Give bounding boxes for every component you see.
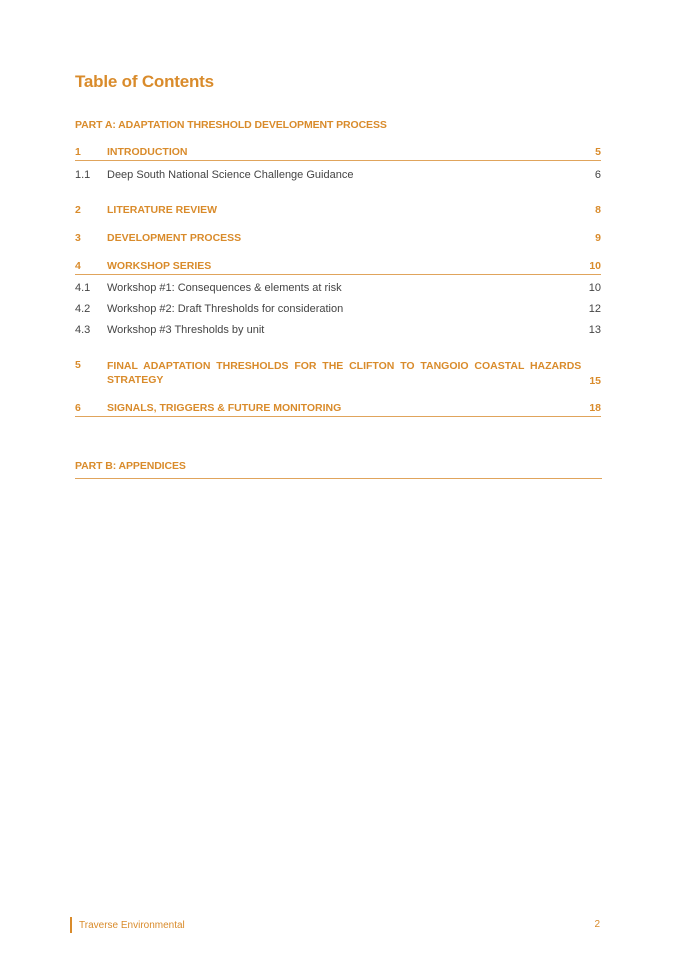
toc-entry-title: INTRODUCTION xyxy=(107,146,188,158)
toc-entry-1[interactable] xyxy=(75,146,601,161)
toc-entry-6[interactable] xyxy=(75,402,601,417)
part-a-heading: PART A: ADAPTATION THRESHOLD DEVELOPMENT PROCESS xyxy=(75,119,387,131)
toc-entry-number: 5 xyxy=(75,359,81,371)
toc-entry-2[interactable] xyxy=(75,204,601,218)
toc-entry-page: 10 xyxy=(588,282,601,294)
toc-entry-title: SIGNALS, TRIGGERS & FUTURE MONITORING xyxy=(107,402,342,414)
toc-entry-title: FINAL ADAPTATION THRESHOLDS FOR THE CLIFTON TO TANGOIO COASTAL HAZARDS STRATEGY xyxy=(107,360,582,386)
footer-accent-bar xyxy=(70,917,72,933)
toc-entry-5[interactable] xyxy=(75,359,601,389)
toc-entry-number: 6 xyxy=(75,402,81,414)
footer-company-name: Traverse Environmental xyxy=(79,920,185,931)
toc-entry-3[interactable] xyxy=(75,232,601,246)
toc-entry-number: 2 xyxy=(75,204,81,216)
toc-entry-title: LITERATURE REVIEW xyxy=(107,204,218,216)
toc-entry-title: Workshop #3 Thresholds by unit xyxy=(107,324,265,336)
toc-entry-number: 4.3 xyxy=(75,324,91,336)
toc-entry-1-1[interactable] xyxy=(75,169,601,181)
toc-entry-page: 12 xyxy=(588,303,601,315)
toc-entry-number: 3 xyxy=(75,232,81,244)
toc-entry-title: DEVELOPMENT PROCESS xyxy=(107,232,242,244)
toc-entry-title: Deep South National Science Challenge Guidance xyxy=(107,169,354,181)
toc-entry-number: 1.1 xyxy=(75,169,91,181)
toc-entry-page: 13 xyxy=(588,324,601,336)
toc-entry-page: 6 xyxy=(594,169,601,181)
toc-entry-number: 4 xyxy=(75,260,81,272)
toc-entry-page: 9 xyxy=(595,232,601,244)
toc-entry-title: WORKSHOP SERIES xyxy=(107,260,212,272)
toc-entry-number: 1 xyxy=(75,146,81,158)
toc-entry-page: 10 xyxy=(589,260,601,272)
toc-entry-page: 5 xyxy=(595,146,601,158)
footer-page-number: 2 xyxy=(594,919,600,930)
part-b-heading[interactable]: PART B: APPENDICES xyxy=(75,460,602,479)
toc-entry-title: Workshop #1: Consequences & elements at risk xyxy=(107,282,342,294)
toc-entry-4[interactable] xyxy=(75,260,601,275)
toc-entry-number: 4.2 xyxy=(75,303,91,315)
toc-entry-page: 8 xyxy=(595,204,601,216)
toc-entry-page: 15 xyxy=(589,375,601,387)
toc-entry-number: 4.1 xyxy=(75,282,91,294)
toc-entry-4-1[interactable] xyxy=(75,282,601,294)
toc-entry-4-2[interactable] xyxy=(75,303,601,315)
toc-entry-4-3[interactable] xyxy=(75,324,601,336)
page-title: Table of Contents xyxy=(75,72,214,91)
toc-entry-title: Workshop #2: Draft Thresholds for consideration xyxy=(107,303,344,315)
toc-entry-page: 18 xyxy=(589,402,601,414)
